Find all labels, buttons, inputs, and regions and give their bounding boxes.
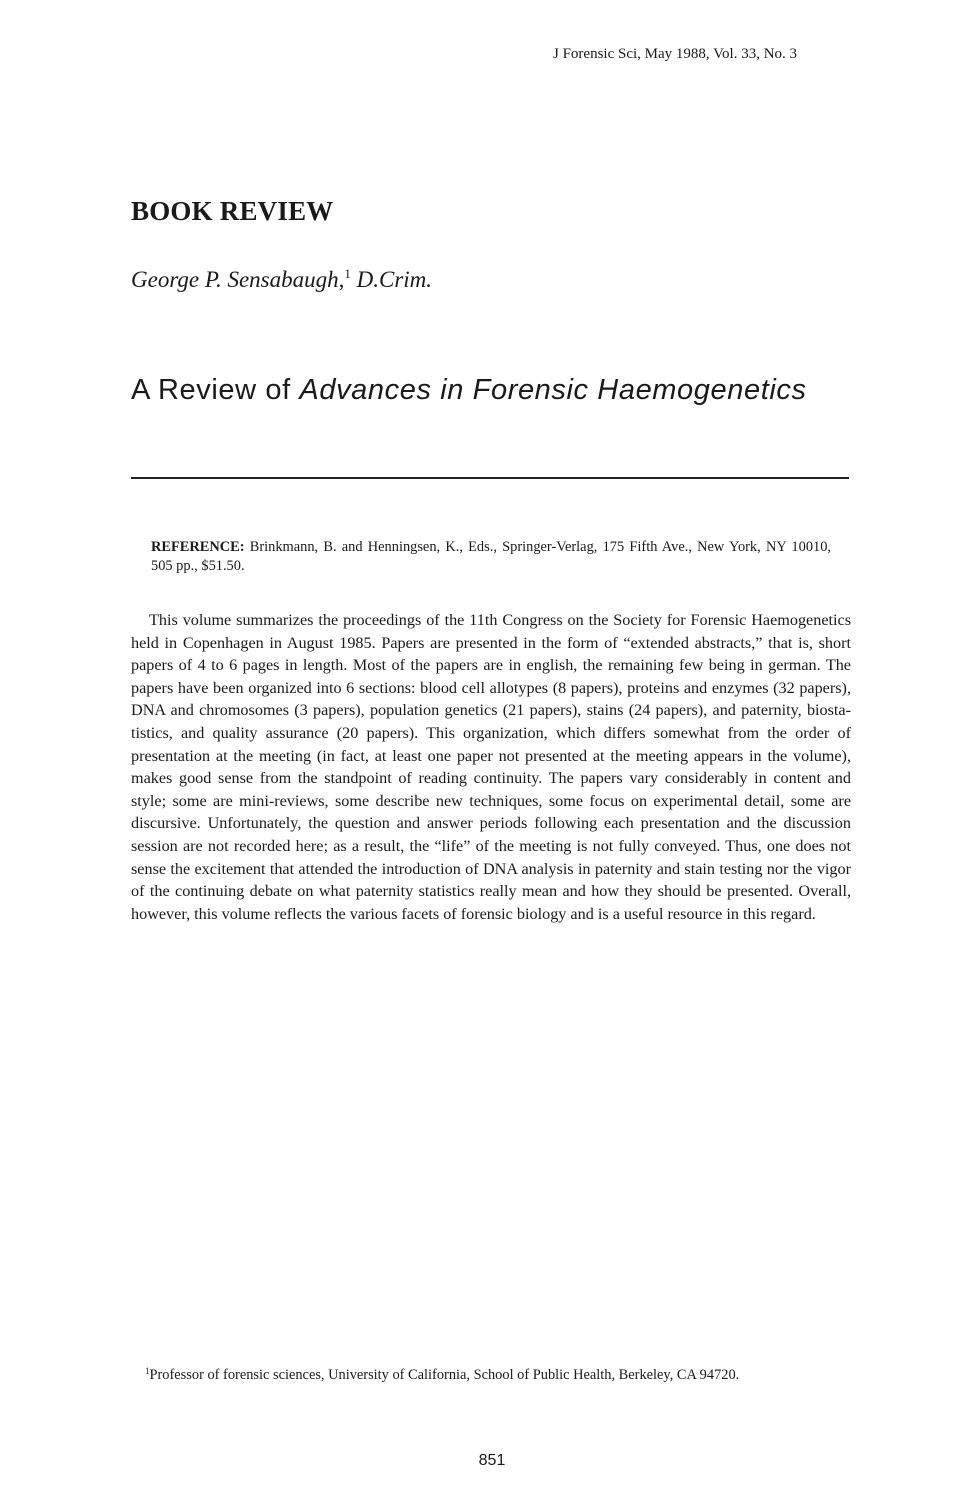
book-title: Advances in Forensic Haemogenetics	[299, 374, 807, 406]
footnote	[145, 1366, 865, 1384]
review-body: This volume summarizes the proceedings of the 11th Congress on the Society for Forensic Haemogenetics held in Copenhagen in August 1985. Papers are presented in the form of “extended abstracts,” that is, short papers of 4 to 6 pages in length. Most of the papers are in english, the remaining few being in german. The papers have been organized into 6 sections: blood cell allotypes (8 papers), proteins and enzymes (32 papers), DNA and chromosomes (3 papers), population genetics (21 papers), stains (24 papers), and paternity, biostatistics, and quality assurance (20 papers). This organization, which differs somewhat from the order of presentation at the meeting (in fact, at least one paper not presented at the meeting appears in the volume), makes good sense from the standpoint of reading continuity. The papers vary considerably in content and style; some are mini-reviews, some describe new techniques, some focus on experimental detail, some are discursive. Unfortunately, the question and answer periods following each presentation and the discussion session are not recorded here; as a result, the “life” of the meeting is not fully conveyed. Thus, one does not sense the excitement that attended the introduction of DNA analysis in paternity and stain testing nor the vigor of the continuing debate on what paternity statistics really mean and how they should be presented. Overall, however, this volume reflects the various facets of forensic biology and is a useful resource in this regard.	[131, 611, 851, 923]
article-title	[131, 374, 807, 407]
footnote-text: Professor of forensic sciences, University of California, School of Public Health, Berkeley, CA 94720.	[149, 1367, 740, 1383]
page-number: 851	[478, 1452, 506, 1469]
author-line	[131, 266, 432, 293]
running-head: J Forensic Sci, May 1988, Vol. 33, No. 3	[553, 46, 798, 62]
author-footnote-marker: 1	[344, 266, 351, 281]
reference-block	[151, 538, 831, 576]
author-name: George P. Sensabaugh,	[131, 267, 345, 292]
title-divider	[131, 477, 849, 479]
section-heading: BOOK REVIEW	[131, 196, 334, 226]
reference-text: Brinkmann, B. and Henningsen, K., Eds., Springer-Verlag, 175 Fifth Ave., New York, NY 10010, 505 pp., $51.50.	[151, 539, 831, 574]
reference-label: REFERENCE:	[151, 539, 245, 555]
author-degree: D.Crim.	[356, 267, 433, 292]
title-prefix: A Review of	[131, 374, 291, 406]
footnote-marker: 1	[145, 1366, 150, 1376]
